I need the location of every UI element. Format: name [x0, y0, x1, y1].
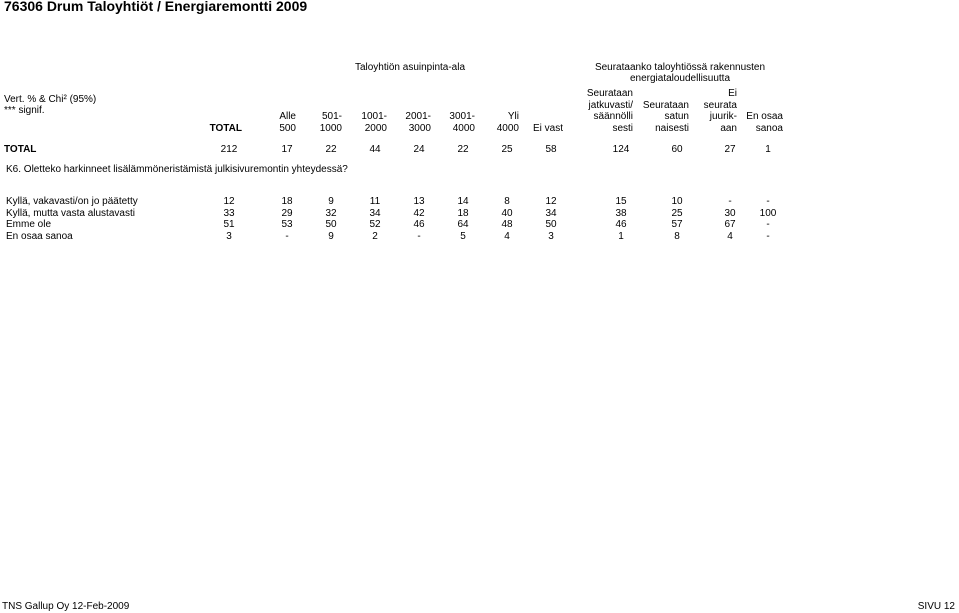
- column-header-seur_sat-line3: satun: [664, 111, 689, 122]
- cell-yli4000: 40: [501, 207, 513, 219]
- column-header-alle500-line2: Alle: [279, 111, 296, 122]
- cell-c501: 32: [325, 207, 337, 219]
- total-value-ei_seur: 27: [724, 144, 736, 155]
- cell-alle500: 29: [281, 207, 293, 219]
- column-header-ei_seur-line3: juurik-: [709, 111, 737, 122]
- total-value-c1001: 44: [369, 144, 381, 155]
- column-header-seur_jatk-line3: säännölli: [593, 111, 633, 122]
- footer-right: SIVU 12: [917, 601, 955, 612]
- total-value-c2001: 24: [413, 144, 425, 155]
- cell-yli4000: 4: [504, 230, 510, 242]
- cell-total: 12: [223, 196, 235, 207]
- cell-seur_jatk: 46: [615, 219, 627, 230]
- cell-seur_jatk: 38: [615, 207, 627, 219]
- question-text: K6. Oletteko harkinneet lisälämmöneristämistä julkisivuremontin yhteydessä?: [6, 164, 348, 175]
- cell-en_osaa: -: [766, 196, 770, 207]
- cell-c3001: 5: [460, 230, 466, 242]
- total-value-seur_sat: 60: [671, 144, 683, 155]
- cell-en_osaa: -: [766, 219, 770, 230]
- column-header-en_osaa-line3: En osaa: [746, 111, 783, 122]
- total-value-eivast: 58: [545, 144, 557, 155]
- cell-yli4000: 48: [501, 219, 513, 230]
- cell-eivast: 34: [545, 207, 557, 219]
- column-header-total-line3: TOTAL: [209, 122, 242, 134]
- cell-c3001: 14: [457, 196, 469, 207]
- stat-note-line2: *** signif.: [4, 105, 45, 116]
- column-header-seur_sat-line2: Seurataan: [642, 99, 689, 111]
- column-header-seur_jatk-line4: sesti: [612, 122, 633, 134]
- column-header-eivast-line3: Ei vast: [532, 122, 563, 134]
- column-header-c1001-line2: 1001-: [361, 111, 387, 122]
- column-header-c501-line2: 501-: [321, 111, 342, 122]
- total-value-seur_jatk: 124: [612, 144, 630, 155]
- row-label: En osaa sanoa: [6, 230, 73, 242]
- column-header-alle500-line3: 500: [279, 122, 296, 134]
- cell-c2001: -: [417, 230, 421, 242]
- cell-c3001: 64: [457, 219, 469, 230]
- column-header-seur_jatk-line1: Seurataan: [586, 88, 633, 99]
- row-label: Kyllä, mutta vasta alustavasti: [6, 207, 135, 219]
- cell-ei_seur: -: [728, 196, 732, 207]
- group-header-follow: [580, 62, 780, 84]
- report-title: 76306 Drum Taloyhtiöt / Energiaremontti 2009: [4, 0, 308, 14]
- cell-alle500: 53: [281, 219, 293, 230]
- cell-seur_sat: 8: [674, 230, 680, 242]
- row-label: Kyllä, vakavasti/on jo päätetty: [6, 196, 138, 207]
- cell-c2001: 13: [413, 196, 425, 207]
- cell-ei_seur: 30: [724, 207, 736, 219]
- cell-seur_sat: 57: [671, 219, 683, 230]
- cell-eivast: 50: [545, 219, 557, 230]
- cell-alle500: 18: [281, 196, 293, 207]
- column-header-c2001-line3: 3000: [408, 122, 431, 134]
- column-header-yli4000-line2: Yli: [507, 111, 519, 122]
- cell-eivast: 12: [545, 196, 557, 207]
- cell-c1001: 2: [372, 230, 378, 242]
- footer-left: TNS Gallup Oy 12-Feb-2009: [2, 601, 130, 612]
- column-header-c3001-line3: 4000: [452, 122, 475, 134]
- group-header-area: Taloyhtiön asuinpinta-ala: [354, 62, 466, 73]
- total-value-en_osaa: 1: [765, 144, 771, 155]
- cell-c501: 9: [328, 196, 334, 207]
- cell-c501: 50: [325, 219, 337, 230]
- cell-ei_seur: 4: [727, 230, 733, 242]
- cell-total: 3: [226, 230, 232, 242]
- column-header-ei_seur-line2: seurata: [703, 99, 737, 111]
- cell-c501: 9: [328, 230, 334, 242]
- column-header-c501-line3: 1000: [319, 122, 342, 134]
- total-value-c501: 22: [325, 144, 337, 155]
- cell-c3001: 18: [457, 207, 469, 219]
- row-label: Emme ole: [6, 219, 52, 230]
- cell-seur_jatk: 15: [615, 196, 627, 207]
- column-header-yli4000-line3: 4000: [496, 122, 519, 134]
- column-header-ei_seur-line4: aan: [720, 122, 737, 134]
- cell-seur_jatk: 1: [618, 230, 624, 242]
- cell-en_osaa: 100: [759, 207, 777, 219]
- column-header-c3001-line2: 3001-: [449, 111, 475, 122]
- stat-note: [4, 94, 96, 116]
- column-header-en_osaa-line4: sanoa: [755, 122, 783, 134]
- column-header-c1001-line3: 2000: [364, 122, 387, 134]
- cell-eivast: 3: [548, 230, 554, 242]
- column-header-c2001-line2: 2001-: [405, 111, 431, 122]
- total-value-c3001: 22: [457, 144, 469, 155]
- cell-alle500: -: [285, 230, 289, 242]
- stat-note-line1: Vert. % & Chi² (95%): [4, 94, 97, 105]
- cell-ei_seur: 67: [724, 219, 736, 230]
- cell-c1001: 11: [369, 196, 381, 207]
- cell-c2001: 46: [413, 219, 425, 230]
- total-value-alle500: 17: [281, 144, 293, 155]
- group-header-follow-line1: Seurataanko taloyhtiössä rakennusten: [594, 62, 766, 73]
- cell-c1001: 34: [369, 207, 381, 219]
- group-header-follow-line2: energiataloudellisuutta: [629, 73, 731, 84]
- column-header-seur_sat-line4: naisesti: [655, 122, 689, 134]
- total-value-total: 212: [220, 144, 238, 155]
- total-row-label: TOTAL: [4, 144, 37, 155]
- cell-total: 51: [223, 219, 235, 230]
- cell-yli4000: 8: [504, 196, 510, 207]
- cell-c2001: 42: [413, 207, 425, 219]
- cell-seur_sat: 25: [671, 207, 683, 219]
- column-header-seur_jatk-line2: jatkuvasti/: [588, 99, 633, 111]
- total-value-yli4000: 25: [501, 144, 513, 155]
- cell-en_osaa: -: [766, 230, 770, 242]
- cell-seur_sat: 10: [671, 196, 683, 207]
- cell-c1001: 52: [369, 219, 381, 230]
- cell-total: 33: [223, 207, 235, 219]
- column-header-ei_seur-line1: Ei: [728, 88, 737, 99]
